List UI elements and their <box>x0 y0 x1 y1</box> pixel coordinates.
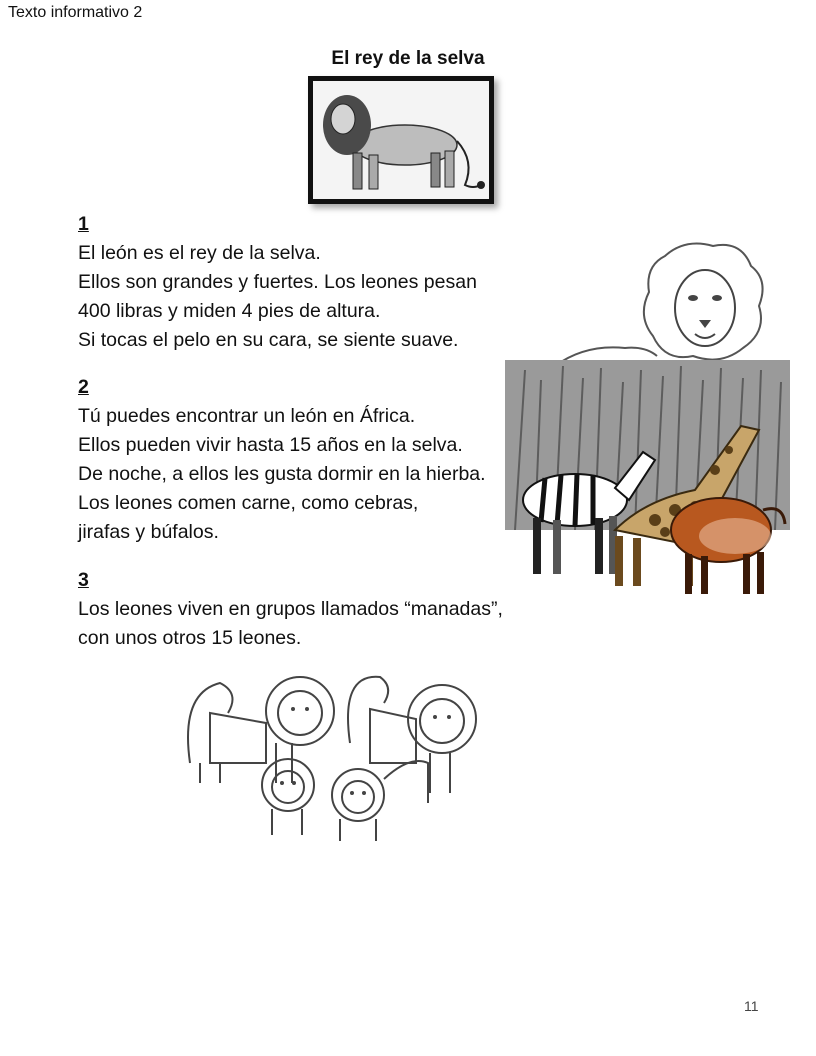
text-line: 400 libras y miden 4 pies de altura. <box>78 300 381 322</box>
text-line: Los leones viven en grupos llamados “manadas”, <box>78 598 503 620</box>
section-number: 3 <box>78 569 89 591</box>
section-1 <box>78 210 477 355</box>
text-line: Si tocas el pelo en su cara, se siente suave. <box>78 329 459 351</box>
header-label: Texto informativo 2 <box>8 4 143 21</box>
text-line: Ellos son grandes y fuertes. Los leones pesan <box>78 271 477 293</box>
page-number: 11 <box>744 998 759 1014</box>
text-line: Tú puedes encontrar un león en África. <box>78 405 416 427</box>
text-line: con unos otros 15 leones. <box>78 627 302 649</box>
text-line: De noche, a ellos les gusta dormir en la hierba. <box>78 463 486 485</box>
text-line: Los leones comen carne, como cebras, <box>78 492 419 514</box>
lion-illustration <box>313 81 489 199</box>
section-number: 2 <box>78 376 89 398</box>
text-line: Ellos pueden vivir hasta 15 años en la selva. <box>78 434 463 456</box>
lion-photo-frame <box>308 76 494 204</box>
section-number: 1 <box>78 213 89 235</box>
savanna-animals-illustration <box>505 360 790 605</box>
section-2 <box>78 373 486 547</box>
text-line: El león es el rey de la selva. <box>78 242 321 264</box>
text-line: jirafas y búfalos. <box>78 521 219 543</box>
section-3 <box>78 566 503 653</box>
lion-pride-illustration <box>180 663 490 843</box>
page-title: El rey de la selva <box>331 48 485 69</box>
